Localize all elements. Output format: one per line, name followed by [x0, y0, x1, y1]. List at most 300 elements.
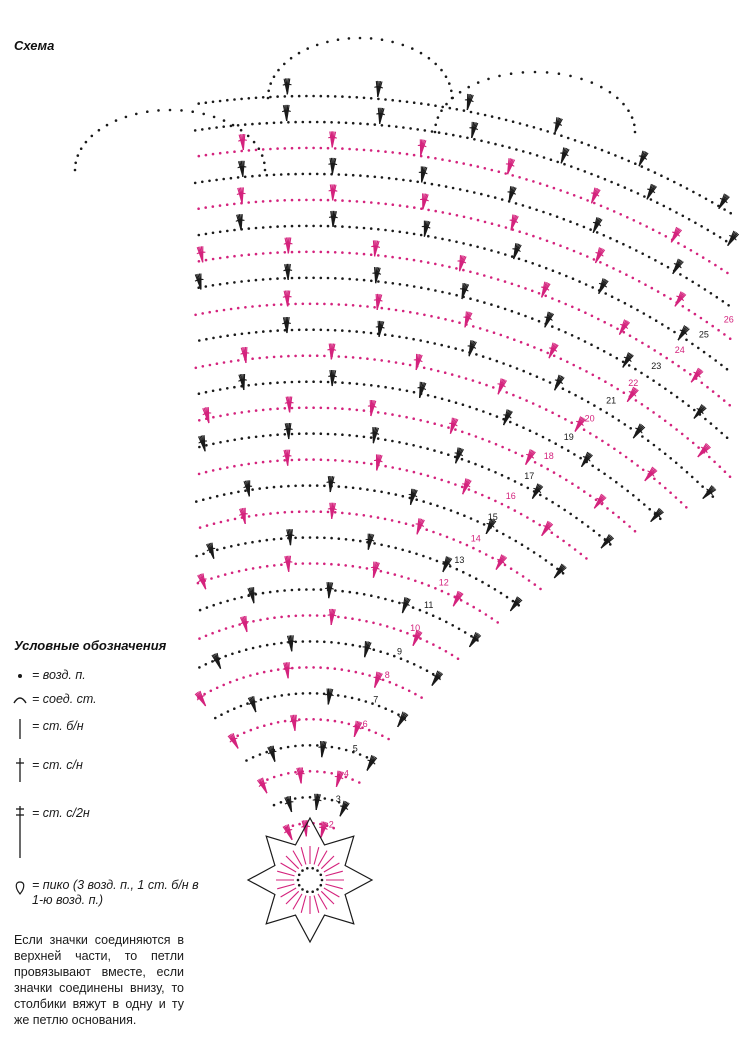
chain-dot	[545, 408, 548, 411]
chain-dot	[245, 648, 248, 651]
chain-dot	[283, 589, 286, 592]
chain-dot	[476, 272, 479, 275]
chain-dot	[248, 332, 251, 335]
chain-dot	[712, 495, 715, 498]
stitch-fan	[325, 582, 334, 598]
chain-dot	[298, 95, 301, 98]
chain-dot	[298, 510, 301, 513]
chain-dot	[719, 465, 722, 468]
chain-dot	[247, 135, 250, 138]
chain-dot	[677, 365, 680, 368]
center-ring-dot	[316, 888, 319, 891]
chain-dot	[436, 560, 439, 563]
chain-dot	[394, 573, 397, 576]
chain-dot	[441, 158, 444, 161]
chain-dot	[416, 312, 419, 315]
chain-dot	[454, 428, 457, 431]
pattern-row	[199, 582, 481, 647]
chain-dot	[305, 225, 308, 228]
picot-icon	[12, 878, 32, 930]
chain-dot	[273, 564, 276, 567]
chain-dot	[586, 199, 589, 202]
chain-dot	[609, 477, 612, 480]
chain-dot	[536, 375, 539, 378]
chain-dot	[391, 334, 394, 337]
stitch-fan	[340, 801, 349, 816]
chain-dot	[280, 303, 283, 306]
chain-dot	[276, 460, 279, 463]
chain-dot	[348, 226, 351, 229]
chain-dot	[550, 158, 553, 161]
stitch-fan	[673, 259, 684, 274]
chain-dot	[245, 568, 248, 571]
chain-dot	[540, 128, 543, 131]
chain-dot	[593, 404, 596, 407]
chain-dot	[587, 144, 590, 147]
chain-dot	[198, 260, 201, 263]
chain-dot	[491, 222, 494, 225]
chain-dot	[269, 512, 272, 515]
chain-dot	[348, 330, 351, 333]
chain-dot	[508, 146, 511, 149]
chain-dot	[470, 164, 473, 167]
chain-dot	[384, 518, 387, 521]
chain-dot	[599, 261, 602, 264]
chain-dot	[470, 217, 473, 220]
chain-dot	[406, 153, 409, 156]
chain-dot	[440, 69, 443, 72]
chain-dot	[334, 407, 337, 410]
chain-dot	[298, 52, 301, 55]
chain-dot	[180, 109, 183, 112]
chain-dot	[283, 63, 286, 66]
chain-dot	[244, 123, 247, 126]
chain-dot	[261, 154, 264, 157]
chain-dot	[616, 388, 619, 391]
chain-dot	[330, 641, 333, 644]
chain-dot	[258, 147, 261, 150]
chain-dot	[276, 147, 279, 150]
chain-dot	[348, 460, 351, 463]
chain-dot	[424, 129, 427, 132]
chain-dot	[334, 199, 337, 202]
chain-dot	[525, 233, 528, 236]
chain-dot	[688, 218, 691, 221]
chain-dot	[716, 296, 719, 299]
chain-dot	[427, 475, 430, 478]
chain-dot	[320, 329, 323, 332]
chain-dot	[330, 772, 333, 775]
chain-dot	[441, 590, 444, 593]
chain-dot	[273, 356, 276, 359]
chain-dot	[450, 509, 453, 512]
row-number-label: 6	[362, 718, 368, 729]
chain-dot	[616, 97, 619, 100]
chain-dot	[607, 151, 610, 154]
chain-dot	[459, 91, 462, 94]
chain-dot	[244, 176, 247, 179]
chain-dot	[603, 350, 606, 353]
chain-dot	[445, 621, 448, 624]
chain-dot	[368, 674, 371, 677]
chain-dot	[334, 329, 337, 332]
stitch-fan	[596, 247, 605, 263]
chain-dot	[616, 328, 619, 331]
chain-dot	[420, 234, 423, 237]
chain-dot	[375, 732, 378, 735]
chain-dot	[430, 368, 433, 371]
chain-dot	[623, 331, 626, 334]
chain-dot	[363, 227, 366, 230]
chain-dot	[280, 774, 283, 777]
chain-dot	[323, 615, 326, 618]
chain-dot	[447, 453, 450, 456]
chain-dot	[291, 277, 294, 280]
chain-dot	[302, 536, 305, 539]
chain-dot	[610, 384, 613, 387]
chain-dot	[604, 380, 607, 383]
chain-dot	[539, 555, 542, 558]
center-stitch	[301, 896, 306, 913]
chain-dot	[247, 463, 250, 466]
chain-dot	[488, 440, 491, 443]
chain-dot	[219, 100, 222, 103]
chain-dot	[573, 453, 576, 456]
chain-dot	[440, 479, 443, 482]
chain-dot	[571, 334, 574, 337]
chain-dot	[509, 365, 512, 368]
chain-dot	[316, 770, 319, 773]
chain-dot	[593, 530, 596, 533]
chain-dot	[391, 256, 394, 259]
chain-dot	[701, 485, 704, 488]
chain-dot	[198, 392, 201, 395]
stitch-fan	[283, 290, 292, 306]
chain-dot	[532, 520, 535, 523]
chain-dot	[255, 409, 258, 412]
chain-dot	[498, 75, 501, 78]
chain-dot	[685, 339, 688, 342]
chain-dot	[323, 771, 326, 774]
chain-dot	[251, 488, 254, 491]
chain-dot	[240, 98, 243, 101]
chain-dot	[473, 191, 476, 194]
chain-dot	[625, 456, 628, 459]
chain-dot	[450, 90, 453, 93]
chain-dot	[511, 255, 514, 258]
stitch-fan	[329, 184, 338, 200]
stitch-fan	[318, 741, 327, 757]
chain-dot	[388, 125, 391, 128]
chain-dot	[649, 316, 652, 319]
chain-dot	[365, 700, 368, 703]
chain-dot	[216, 687, 219, 690]
stitch-fan	[591, 188, 600, 204]
chain-dot	[456, 512, 459, 515]
chain-dot	[455, 161, 458, 164]
chain-dot	[212, 232, 215, 235]
chain-dot	[213, 116, 216, 119]
chain-dot	[723, 333, 726, 336]
chain-dot	[462, 162, 465, 165]
chain-dot	[157, 109, 160, 112]
chain-dot	[488, 468, 491, 471]
chain-dot	[330, 121, 333, 124]
chain-dot	[291, 589, 294, 592]
chain-dot	[312, 406, 315, 409]
chain-dot	[625, 273, 628, 276]
chain-dot	[528, 579, 531, 582]
chain-dot	[309, 692, 312, 695]
chain-dot	[359, 645, 362, 648]
chain-dot	[412, 417, 415, 420]
chain-dot	[295, 693, 298, 696]
chain-dot	[316, 640, 319, 643]
chain-dot	[356, 278, 359, 281]
chain-dot	[522, 150, 525, 153]
chain-dot	[406, 284, 409, 287]
chain-dot	[572, 364, 575, 367]
chain-dot	[426, 341, 429, 344]
chain-dot	[366, 357, 369, 360]
stitch-fan	[508, 186, 517, 202]
chain-dot	[634, 131, 637, 134]
chain-dot	[356, 148, 359, 151]
chain-dot	[345, 643, 348, 646]
chain-dot	[491, 617, 494, 620]
chain-dot	[455, 241, 458, 244]
chain-dot	[472, 325, 475, 328]
chain-dot	[355, 513, 358, 516]
chain-dot	[553, 471, 556, 474]
chain-dot	[269, 434, 272, 437]
chain-dot	[487, 141, 490, 144]
chain-dot	[366, 567, 369, 570]
chain-dot	[477, 219, 480, 222]
chain-dot	[236, 679, 239, 682]
chain-dot	[475, 577, 478, 580]
pattern-row	[198, 450, 588, 560]
chain-dot	[191, 110, 194, 113]
chain-dot	[320, 225, 323, 228]
chain-dot	[714, 264, 717, 267]
chain-dot	[724, 470, 727, 473]
chain-dot	[266, 565, 269, 568]
chain-dot	[323, 303, 326, 306]
chain-dot	[402, 495, 405, 498]
chain-dot	[558, 300, 561, 303]
chain-dot	[334, 667, 337, 670]
chain-dot	[363, 409, 366, 412]
chain-dot	[223, 309, 226, 312]
chain-dot	[324, 797, 327, 800]
stitch-fan	[237, 187, 246, 203]
chain-dot	[493, 331, 496, 334]
chain-dot	[607, 444, 610, 447]
center-stitch	[277, 884, 294, 889]
chain-dot	[226, 282, 229, 285]
chain-dot	[636, 309, 639, 312]
chain-dot	[490, 303, 493, 306]
chain-dot	[538, 405, 541, 408]
chain-dot	[205, 259, 208, 262]
chain-dot	[420, 102, 423, 105]
chain-dot	[341, 225, 344, 228]
chain-dot	[277, 69, 280, 72]
chain-dot	[320, 277, 323, 280]
chain-dot	[568, 391, 571, 394]
chain-dot	[384, 707, 387, 710]
chain-dot	[623, 391, 626, 394]
stitch-fan	[284, 556, 293, 572]
chain-dot	[445, 185, 448, 188]
chain-dot	[398, 602, 401, 605]
chain-dot	[519, 122, 522, 125]
chain-dot	[305, 432, 308, 435]
chain-dot	[448, 292, 451, 295]
chain-dot	[206, 524, 209, 527]
chain-dot	[208, 127, 211, 130]
stitch-fan	[455, 447, 464, 463]
chain-dot	[373, 648, 376, 651]
chain-dot	[591, 286, 594, 289]
stitch-fan	[506, 158, 515, 174]
stitch-fan	[363, 641, 372, 657]
chain-dot	[233, 255, 236, 258]
chain-dot	[522, 426, 525, 429]
center-stitch	[314, 896, 319, 913]
chain-dot	[259, 645, 262, 648]
chain-dot	[284, 720, 287, 723]
chain-dot	[538, 524, 541, 527]
row-number-label: 15	[487, 512, 498, 522]
chain-dot	[320, 251, 323, 254]
chain-dot	[398, 521, 401, 524]
chain-dot	[252, 756, 255, 759]
chain-dot	[409, 180, 412, 183]
chain-dot	[623, 521, 626, 524]
chain-dot	[305, 277, 308, 280]
chain-dot	[704, 288, 707, 291]
chain-dot	[494, 143, 497, 146]
chain-dot	[600, 86, 603, 89]
chain-dot	[449, 213, 452, 216]
chain-dot	[298, 666, 301, 669]
stitch-fan	[368, 400, 377, 416]
chain-dot	[341, 277, 344, 280]
chain-dot	[244, 489, 247, 492]
chain-dot	[473, 138, 476, 141]
chain-dot	[501, 503, 504, 506]
chain-dot	[399, 257, 402, 260]
chain-dot	[219, 602, 222, 605]
chain-dot	[422, 555, 425, 558]
chain-dot	[527, 487, 530, 490]
chain-dot	[451, 654, 454, 657]
chain-dot	[563, 509, 566, 512]
chain-dot	[219, 257, 222, 260]
chain-dot	[501, 446, 504, 449]
chain-dot	[212, 443, 215, 446]
chain-dot	[258, 357, 261, 360]
chain-dot	[231, 653, 234, 656]
chain-dot	[305, 251, 308, 254]
chain-dot	[546, 130, 549, 133]
chain-dot	[462, 242, 465, 245]
chain-dot	[309, 614, 312, 617]
chain-dot	[419, 609, 422, 612]
chain-dot	[223, 361, 226, 364]
chain-dot	[560, 134, 563, 137]
chain-dot	[370, 594, 373, 597]
chain-dot	[573, 250, 576, 253]
stitch-fan	[283, 450, 292, 466]
chain-dot	[399, 204, 402, 207]
chain-dot	[405, 416, 408, 419]
chain-dot	[355, 671, 358, 674]
chain-dot	[236, 734, 239, 737]
chain-dot	[551, 501, 554, 504]
chain-dot	[423, 367, 426, 370]
chain-dot	[327, 225, 330, 228]
chain-dot	[226, 387, 229, 390]
chain-dot	[205, 635, 208, 638]
chain-dot	[727, 304, 730, 307]
chain-dot	[518, 258, 521, 261]
chain-dot	[241, 411, 244, 414]
chain-dot	[237, 491, 240, 494]
chain-dot	[454, 347, 457, 350]
chain-dot	[265, 751, 268, 754]
chain-dot	[363, 97, 366, 100]
chain-dot	[682, 400, 685, 403]
pattern-row	[194, 105, 739, 246]
stitch-fan	[601, 534, 614, 548]
chain-dot	[338, 485, 341, 488]
chain-dot	[556, 161, 559, 164]
chain-dot	[305, 95, 308, 98]
chain-dot	[205, 444, 208, 447]
chain-dot	[250, 729, 253, 732]
chain-dot	[406, 469, 409, 472]
stitch-fan	[371, 240, 380, 256]
chain-dot	[605, 412, 608, 415]
chain-dot	[298, 199, 301, 202]
chain-dot	[551, 297, 554, 300]
chain-dot	[294, 485, 297, 488]
chain-dot	[419, 666, 422, 669]
chain-dot	[202, 498, 205, 501]
chain-dot	[201, 181, 204, 184]
chain-dot	[498, 117, 501, 120]
chain-dot	[302, 484, 305, 487]
chain-dot	[538, 320, 541, 323]
chain-dot	[719, 236, 722, 239]
chain-dot	[726, 272, 729, 275]
chain-dot	[632, 277, 635, 280]
chain-dot	[326, 41, 329, 44]
chain-dot	[512, 394, 515, 397]
chain-dot	[247, 201, 250, 204]
stitch-fan	[510, 215, 519, 231]
chain-dot	[323, 355, 326, 358]
chain-dot	[341, 95, 344, 98]
center-stitch	[326, 871, 343, 876]
chain-dot	[461, 349, 464, 352]
chain-dot	[377, 385, 380, 388]
chain-dot	[532, 180, 535, 183]
chain-dot	[720, 268, 723, 271]
